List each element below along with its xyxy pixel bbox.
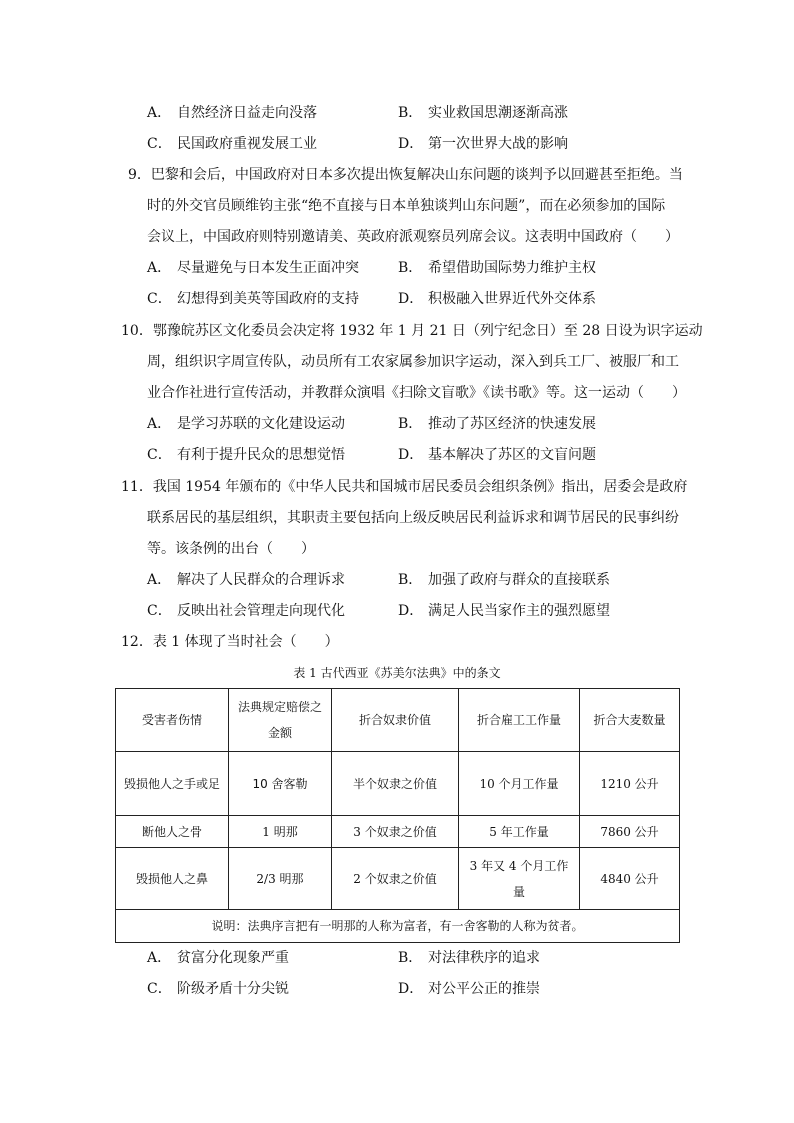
table-cell: 7860 公升 <box>580 816 680 848</box>
option-letter: D． <box>398 981 424 997</box>
table-note: 说明：法典序言把有一明那的人称为富者，有一舍客勒的人称为贫者。 <box>116 910 680 943</box>
table-row <box>116 752 680 816</box>
option-letter: B． <box>398 416 423 432</box>
q11-option-d[interactable] <box>398 601 610 621</box>
option-letter: A． <box>147 950 172 966</box>
q12-option-c[interactable] <box>147 979 289 999</box>
stem-text: 鄂豫皖苏区文化委员会决定将 1932 年 1 月 21 日（列宁纪念日）至 28 日设为识字运动 <box>152 323 703 339</box>
option-text: 对公平公正的推崇 <box>428 981 540 997</box>
q8-option-a[interactable] <box>147 103 317 123</box>
q11-stem-line-1 <box>121 477 687 497</box>
table-cell: 5 年工作量 <box>459 816 580 848</box>
header-cell: 折合大麦数量 <box>580 689 680 752</box>
option-text: 民国政府重视发展工业 <box>177 136 317 152</box>
option-text: 第一次世界大战的影响 <box>428 136 568 152</box>
option-text: 阶级矛盾十分尖锐 <box>177 981 289 997</box>
header-cell: 折合奴隶价值 <box>332 689 459 752</box>
option-letter: D． <box>398 136 424 152</box>
table-header-row <box>116 689 680 752</box>
q9-option-a[interactable] <box>147 258 359 278</box>
table-cell: 2 个奴隶之价值 <box>332 848 459 910</box>
option-letter: D． <box>398 291 424 307</box>
q10-option-c[interactable] <box>147 445 345 465</box>
option-text: 反映出社会管理走向现代化 <box>177 603 345 619</box>
q9-stem-line-2: 时的外交官员顾维钧主张“绝不直接与日本单独谈判山东问题”，而在必须参加的国际 <box>147 198 666 214</box>
table-cell: 3 年又 4 个月工作量 <box>459 848 580 910</box>
q9-option-d[interactable] <box>398 289 596 309</box>
stem-text: 巴黎和会后，中国政府对日本多次提出恢复解决山东问题的谈判予以回避甚至拒绝。当 <box>150 167 683 183</box>
q11-option-c[interactable] <box>147 601 345 621</box>
option-text: 希望借助国际势力维护主权 <box>428 260 596 276</box>
stem-text: 表 1 体现了当时社会（ ） <box>152 634 339 650</box>
q10-option-b[interactable] <box>398 414 596 434</box>
table-row <box>116 848 680 910</box>
question-number: 10． <box>121 323 153 339</box>
q8-option-b[interactable] <box>398 103 568 123</box>
q10-option-d[interactable] <box>398 445 596 465</box>
question-number: 12． <box>121 634 153 650</box>
table-caption: 表 1 古代西亚《苏美尔法典》中的条文 <box>293 666 501 680</box>
table-row <box>116 816 680 848</box>
option-letter: B． <box>398 950 423 966</box>
table-cell: 2/3 明那 <box>229 848 332 910</box>
option-letter: C． <box>147 136 172 152</box>
option-letter: A． <box>147 416 172 432</box>
q10-stem-line-1 <box>121 321 703 341</box>
q12-stem <box>121 632 339 652</box>
option-letter: B． <box>398 260 423 276</box>
q9-stem-line-1 <box>128 165 683 185</box>
option-letter: C． <box>147 291 172 307</box>
table-cell: 毁损他人之手或足 <box>116 752 229 816</box>
table-cell: 1210 公升 <box>580 752 680 816</box>
option-letter: A． <box>147 260 172 276</box>
option-letter: C． <box>147 447 172 463</box>
table-cell: 10 个月工作量 <box>459 752 580 816</box>
table-cell: 3 个奴隶之价值 <box>332 816 459 848</box>
q12-option-d[interactable] <box>398 979 540 999</box>
option-text: 有利于提升民众的思想觉悟 <box>177 447 345 463</box>
option-letter: B． <box>398 105 423 121</box>
option-text: 自然经济日益走向没落 <box>177 105 317 121</box>
sumerian-law-table <box>115 688 680 943</box>
q8-option-c[interactable] <box>147 134 317 154</box>
question-number: 9． <box>128 167 151 183</box>
option-text: 实业救国思潮逐渐高涨 <box>428 105 568 121</box>
option-text: 加强了政府与群众的直接联系 <box>428 572 610 588</box>
table-cell: 毁损他人之鼻 <box>116 848 229 910</box>
q10-stem-line-3: 业合作社进行宣传活动，并教群众演唱《扫除文盲歌》《读书歌》等。这一运动（ ） <box>147 385 686 401</box>
option-letter: C． <box>147 981 172 997</box>
option-letter: B． <box>398 572 423 588</box>
q9-stem-line-3: 会议上，中国政府则特别邀请美、英政府派观察员列席会议。这表明中国政府（ ） <box>147 229 679 245</box>
q10-stem-line-2: 周，组织识字周宣传队，动员所有工农家属参加识字运动，深入到兵工厂、被服厂和工 <box>147 354 679 370</box>
option-text: 是学习苏联的文化建设运动 <box>177 416 345 432</box>
question-number: 11． <box>121 479 153 495</box>
header-cell: 受害者伤情 <box>116 689 229 752</box>
option-text: 幻想得到美英等国政府的支持 <box>177 291 359 307</box>
option-text: 推动了苏区经济的快速发展 <box>428 416 596 432</box>
option-text: 解决了人民群众的合理诉求 <box>177 572 345 588</box>
table-cell: 4840 公升 <box>580 848 680 910</box>
q11-stem-line-2: 联系居民的基层组织，其职责主要包括向上级反映居民利益诉求和调节居民的民事纠纷 <box>147 510 679 526</box>
option-text: 尽量避免与日本发生正面冲突 <box>177 260 359 276</box>
q11-option-b[interactable] <box>398 570 610 590</box>
q8-option-d[interactable] <box>398 134 568 154</box>
option-text: 对法律秩序的追求 <box>428 950 540 966</box>
q11-stem-line-3: 等。该条例的出台（ ） <box>147 541 315 557</box>
stem-text: 我国 1954 年颁布的《中华人民共和国城市居民委员会组织条例》指出，居委会是政府 <box>152 479 688 495</box>
option-letter: D． <box>398 447 424 463</box>
q12-option-a[interactable] <box>147 948 289 968</box>
option-letter: A． <box>147 572 172 588</box>
header-cell: 折合雇工工作量 <box>459 689 580 752</box>
option-text: 满足人民当家作主的强烈愿望 <box>428 603 610 619</box>
q11-option-a[interactable] <box>147 570 345 590</box>
option-text: 贫富分化现象严重 <box>177 950 289 966</box>
option-letter: A． <box>147 105 172 121</box>
q12-option-b[interactable] <box>398 948 540 968</box>
header-cell: 法典规定赔偿之金额 <box>229 689 332 752</box>
table-cell: 断他人之骨 <box>116 816 229 848</box>
table-note-row <box>116 910 680 943</box>
table-cell: 1 明那 <box>229 816 332 848</box>
option-text: 基本解决了苏区的文盲问题 <box>428 447 596 463</box>
table-cell: 半个奴隶之价值 <box>332 752 459 816</box>
option-letter: D． <box>398 603 424 619</box>
option-letter: C． <box>147 603 172 619</box>
q10-option-a[interactable] <box>147 414 345 434</box>
table-cell: 10 舍客勒 <box>229 752 332 816</box>
option-text: 积极融入世界近代外交体系 <box>428 291 596 307</box>
q9-option-b[interactable] <box>398 258 596 278</box>
q9-option-c[interactable] <box>147 289 359 309</box>
